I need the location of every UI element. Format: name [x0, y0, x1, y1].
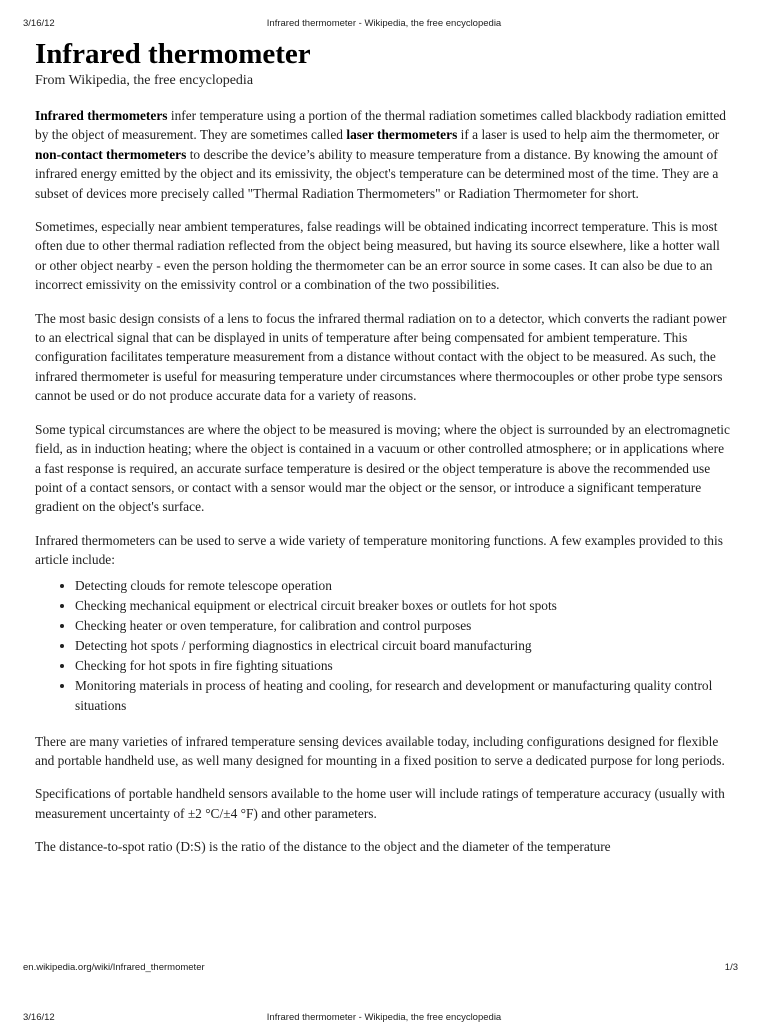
intro-text-2: if a laser is used to help aim the thermometer, or [457, 127, 720, 143]
paragraph-false-readings: Sometimes, especially near ambient temperatures, false readings will be obtained indicating incorrect temperature. This is most often due to other thermal radiation reflected from the object being measured, but having its source elsewhere, like a hotter wall or other object nearby - even the person holding the thermometer can be an error source in some cases. It can also be due to an incorrect emissivity on the emissivity control or a combination of the two possibilities. [35, 219, 720, 293]
term-non-contact-thermometers: non-contact thermometers [35, 146, 187, 162]
list-item: • Checking heater or oven temperature, for calibration and control purposes [75, 616, 730, 636]
term-laser-thermometers: laser thermometers [346, 127, 458, 143]
page-number: 1/3 [724, 962, 738, 973]
paragraph-specifications: Specifications of portable handheld sensors available to the home user will include ratings of temperature accuracy (usually with measurement uncertainty of ±2 °C/±4 °F) and other parameters. [35, 786, 725, 821]
intro-text-1: infer temperature using a portion of the thermal radiation sometimes called blackbody radiation emitted by the object of measurement. They are sometimes called [35, 108, 727, 143]
term-infrared-thermometers: Infrared thermometers [35, 108, 168, 123]
print-page-title: Infrared thermometer - Wikipedia, the free encyclopedia [266, 18, 502, 29]
page-title: Infrared thermometer [35, 38, 311, 70]
list-item: • Monitoring materials in process of heating and cooling, for research and development or manufacturing quality control situations [75, 676, 730, 716]
next-page-header [0, 1012, 768, 1024]
page-url-link[interactable]: en.wikipedia.org/wiki/Infrared_thermometer [23, 962, 205, 973]
list-item: • Checking for hot spots in fire fighting situations [75, 656, 730, 676]
paragraph-varieties: There are many varieties of infrared temperature sensing devices available today, including configurations designed for flexible and portable handheld use, as well many designed for mounting in a fixed position to serve a dedicated purpose for long periods. [35, 733, 725, 768]
paragraph-distance-to-spot: The distance-to-spot ratio (D:S) is the ratio of the distance to the object and the diameter of the temperature [35, 839, 611, 855]
list-item: • Detecting hot spots / performing diagnostics in electrical circuit board manufacturing [75, 636, 730, 656]
print-header [0, 18, 768, 32]
list-item: • Detecting clouds for remote telescope operation [75, 576, 730, 596]
print-footer [0, 962, 768, 976]
article-content [35, 36, 730, 871]
paragraph-basic-design: The most basic design consists of a lens to focus the infrared thermal radiation on to a detector, which converts the radiant power to an electrical signal that can be displayed in units of temperature after being compensated for ambient temperature. This configuration facilitates temperature measurement from a distance without contact with the object to be measured. As such, the infrared thermometer is useful for measuring temperature under circumstances where thermocouples or other probe type sensors cannot be used or do not produce accurate data for a variety of reasons. [35, 310, 727, 404]
examples-list [35, 576, 730, 716]
print-page-title: Infrared thermometer - Wikipedia, the free encyclopedia [266, 1012, 502, 1023]
print-date: 3/16/12 [23, 1012, 55, 1023]
intro-paragraph [35, 106, 730, 203]
print-date: 3/16/12 [23, 18, 55, 29]
paragraph-typical-circumstances: Some typical circumstances are where the object to be measured is moving; where the object is surrounded by an electromagnetic field, as in induction heating; where the object is contained in a vacuum or other controlled atmosphere; or in applications where a fast response is required, an accurate surface temperature is desired or the object temperature is above the recommended use point of a contact sensors, or contact with a sensor would mar the object or the sensor, or introduce a significant temperature gradient on the object's surface. [35, 421, 730, 515]
list-item: • Checking mechanical equipment or electrical circuit breaker boxes or outlets for hot spots [75, 596, 730, 616]
intro-text-3: to describe the device’s ability to measure temperature from a distance. By knowing the amount of infrared energy emitted by the object and its emissivity, the object's temperature can be determined most of the time. They are a subset of devices more precisely called "Thermal Radiation Thermometers" or Radiation Thermometer for short. [35, 146, 719, 201]
paragraph-examples-intro: Infrared thermometers can be used to serve a wide variety of temperature monitoring functions. A few examples provided to this article include: [35, 532, 723, 568]
article-subtitle: From Wikipedia, the free encyclopedia [35, 73, 254, 88]
